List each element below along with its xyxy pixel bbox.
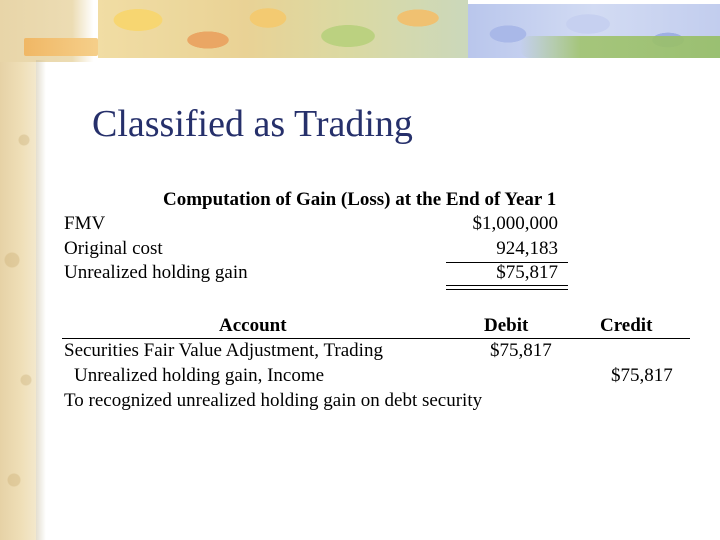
fmv-value: $1,000,000 (472, 213, 558, 234)
original-cost-value: 924,183 (496, 238, 558, 259)
content-shadow (36, 60, 46, 540)
banner-leaves-image (98, 0, 468, 58)
computation-heading: Computation of Gain (Loss) at the End of Year 1 (163, 189, 557, 210)
unrealized-gain-value: $75,817 (496, 262, 558, 283)
journal-row-debit: $75,817 (490, 340, 552, 361)
original-cost-label: Original cost (64, 238, 163, 259)
table-header-rule (62, 338, 690, 339)
total-double-rule (446, 285, 568, 290)
banner-green-leaf (520, 36, 720, 58)
parchment-border (0, 0, 36, 540)
fmv-label: FMV (64, 213, 106, 234)
journal-row-credit: $75,817 (611, 365, 673, 386)
account-header: Account (219, 315, 287, 336)
credit-header: Credit (600, 315, 653, 336)
journal-row-account: Securities Fair Value Adjustment, Trading (64, 340, 383, 361)
unrealized-gain-label: Unrealized holding gain (64, 262, 248, 283)
slide-title: Classified as Trading (92, 103, 413, 145)
journal-explanation: To recognized unrealized holding gain on debt security (64, 390, 483, 411)
journal-row-account: Unrealized holding gain, Income (74, 365, 325, 386)
banner-orange-strip (24, 38, 98, 56)
debit-header: Debit (484, 315, 529, 336)
